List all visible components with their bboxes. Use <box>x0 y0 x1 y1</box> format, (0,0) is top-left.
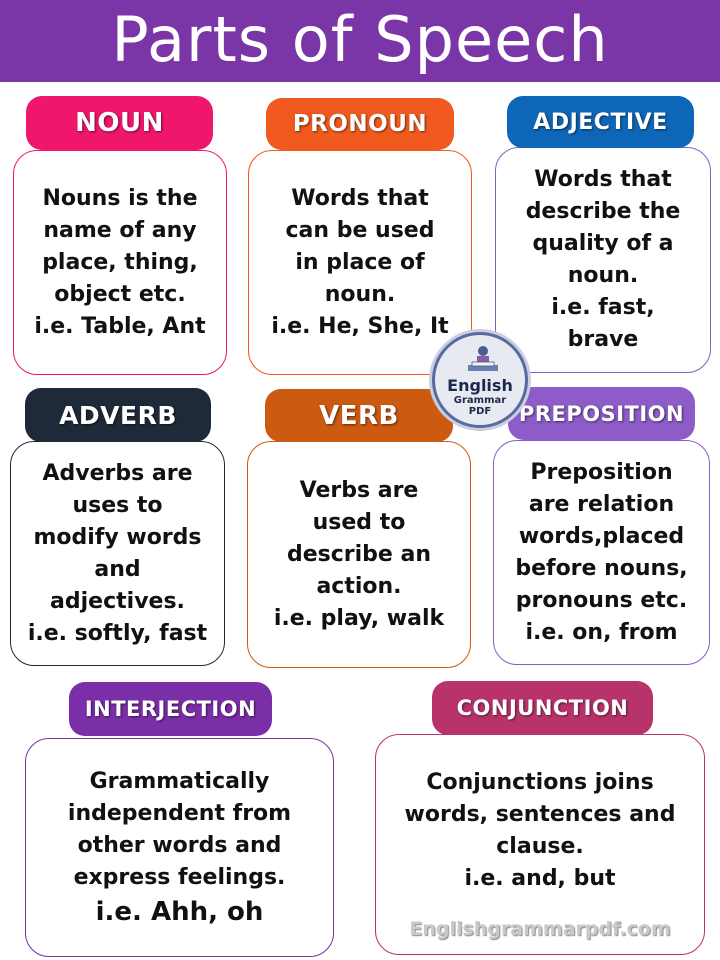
interjection-label: INTERJECTION <box>69 682 272 736</box>
interjection-description: Grammatically independent from other words and express feelings. <box>67 768 292 890</box>
adjective-label: ADJECTIVE <box>507 96 694 148</box>
card-preposition <box>493 440 710 665</box>
logo-text-grammar-line: Grammar <box>453 395 507 406</box>
logo-text-pdf-line: PDF <box>468 406 492 417</box>
conjunction-description: Conjunctions joins words, sentences and clause. i.e. and, but <box>404 769 676 891</box>
pronoun-description: Words that can be used in place of noun. i.e. He, She, It <box>271 185 449 339</box>
conjunction-label: CONJUNCTION <box>432 681 653 735</box>
interjection-example: i.e. Ahh, oh <box>95 896 264 927</box>
card-verb <box>247 441 471 668</box>
noun-label: NOUN <box>26 96 213 150</box>
adjective-description: Words that describe the quality of a noun. i.e. fast, brave <box>525 167 681 352</box>
preposition-label: PREPOSITION <box>508 387 695 440</box>
card-adverb <box>10 441 225 666</box>
card-pronoun <box>248 150 472 375</box>
pronoun-label: PRONOUN <box>266 98 454 150</box>
verb-label: VERB <box>265 389 453 442</box>
site-url-watermark: Englishgrammarpdf.com <box>409 918 671 940</box>
adverb-description: Adverbs are uses to modify words and adjectives. i.e. softly, fast <box>27 460 208 646</box>
logo-text-grammar <box>435 395 525 417</box>
logo-text-english: English <box>447 376 513 395</box>
reading-figure-icon <box>465 345 501 373</box>
english-grammar-pdf-logo <box>432 332 528 428</box>
card-interjection <box>25 738 334 957</box>
verb-description: Verbs are used to describe an action. i.e. play, walk <box>273 477 445 631</box>
card-noun <box>13 150 227 375</box>
page-title: Parts of Speech <box>111 3 609 76</box>
preposition-description: Preposition are relation words,placed before nouns, pronouns etc. i.e. on, from <box>515 459 688 645</box>
card-adjective <box>495 147 711 373</box>
adverb-label: ADVERB <box>25 388 211 442</box>
noun-description: Nouns is the name of any place, thing, object etc. i.e. Table, Ant <box>34 185 206 339</box>
